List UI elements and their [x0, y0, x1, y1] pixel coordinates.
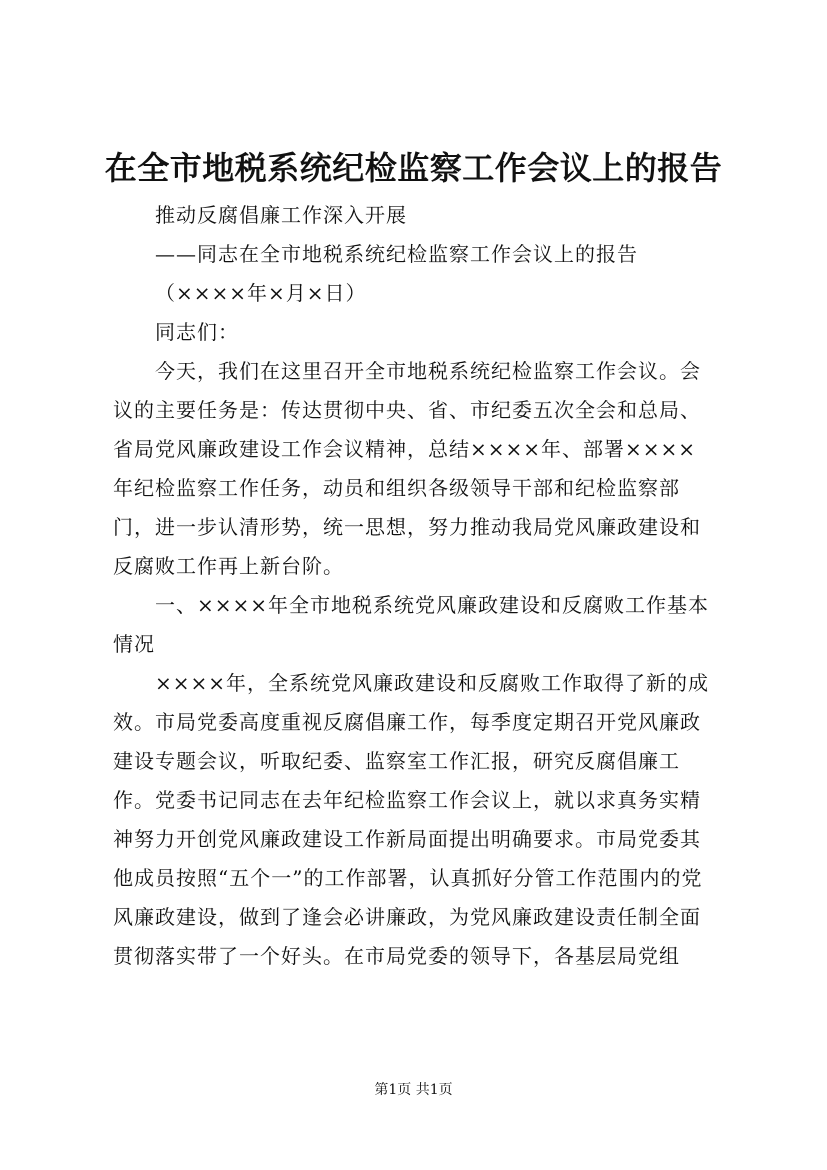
body-paragraph: 今天，我们在这里召开全市地税系统纪检监察工作会议。会议的主要任务是：传达贯彻中央、省、市纪委五次全会和总局、省局党风廉政建设工作会议精神，总结××××年、部署××××年纪检监察工作任务，动员和组织各级领导干部和纪检监察部门，进一步认清形势，统一思想，努力推动我局党风廉政建设和反腐败工作再上新台阶。: [113, 359, 701, 578]
subtitle: 推动反腐倡廉工作深入开展: [155, 203, 407, 227]
section-heading: 一、××××年全市地税系统党风廉政建设和反腐败工作基本情况: [113, 593, 710, 656]
salutation: 同志们：: [155, 320, 239, 344]
report-date: （××××年×月×日）: [155, 281, 367, 305]
page-footer: 第1页 共1页: [374, 1082, 453, 1098]
document-title: 在全市地税系统纪检监察工作会议上的报告: [104, 149, 723, 187]
report-byline: ——同志在全市地税系统纪检监察工作会议上的报告: [155, 242, 638, 266]
body-paragraph: ××××年，全系统党风廉政建设和反腐败工作取得了新的成效。市局党委高度重视反腐倡廉工作，每季度定期召开党风廉政建设专题会议，听取纪委、监察室工作汇报，研究反腐倡廉工作。党委书记同志在去年纪检监察工作会议上，就以求真务实精神努力开创党风廉政建设工作新局面提出明确要求。市局党委其他成员按照“五个一”的工作部署，认真抓好分管工作范围内的党风廉政建设，做到了逢会必讲廉政，为党风廉政建设责任制全面贯彻落实带了一个好头。在市局党委的领导下，各基层局党组: [113, 671, 710, 968]
document-body: [113, 196, 717, 976]
